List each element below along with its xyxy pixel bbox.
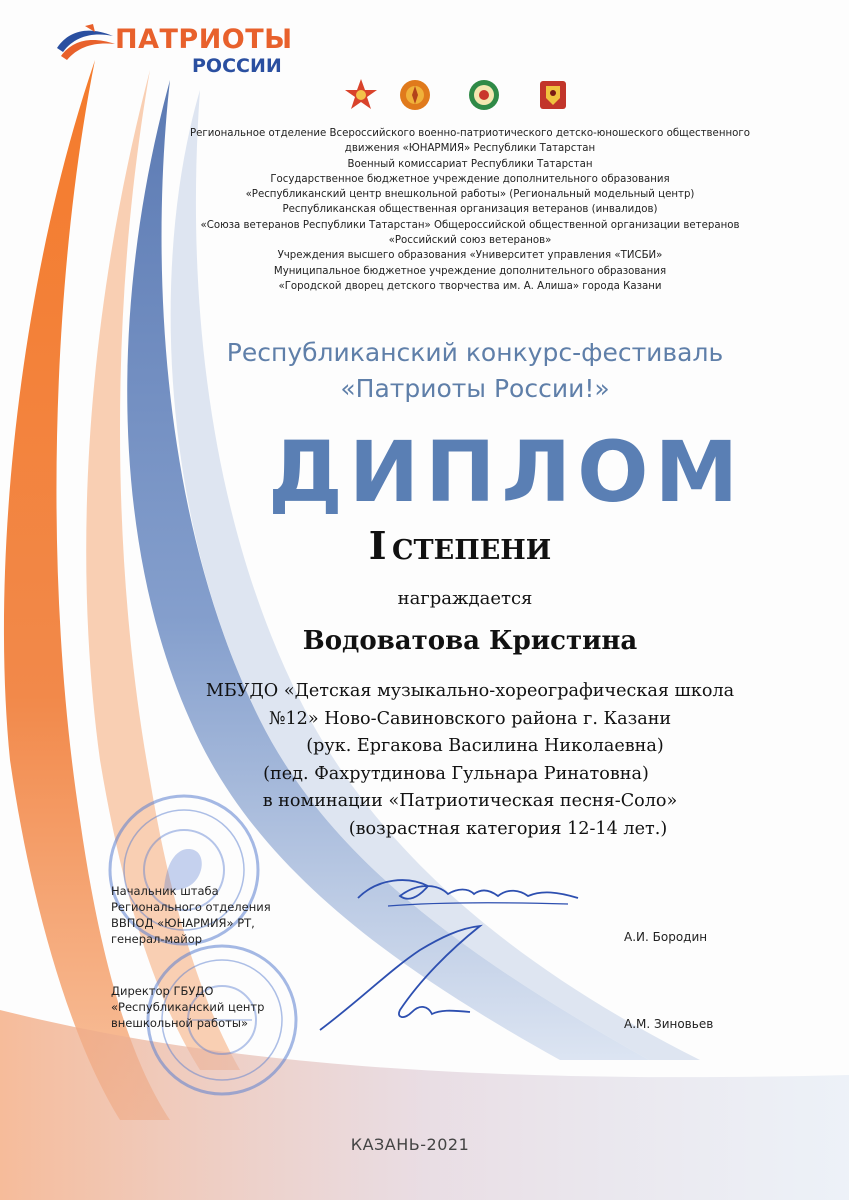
star-emblem-icon <box>344 78 378 112</box>
contest-title-line1: Республиканский конкурс-фестиваль <box>226 338 724 367</box>
logo-title: ПАТРИОТЫ <box>115 24 293 55</box>
emblems-row <box>344 78 574 116</box>
organizer-line: «Городской дворец детского творчества им. А. Алиша» города Казани <box>278 280 662 292</box>
position-line: Регионального отделения <box>111 900 271 914</box>
position-line: Начальник штаба <box>111 884 219 898</box>
degree-heading <box>300 523 620 568</box>
detail-line: в номинации «Патриотическая песня-Соло» <box>262 791 678 811</box>
position-line: ВВПОД «ЮНАРМИЯ» РТ, <box>111 916 255 930</box>
organizer-line: Республиканская общественная организация ветеранов (инвалидов) <box>282 204 658 216</box>
logo-subtitle: РОССИИ <box>192 55 282 77</box>
commissariat-emblem-icon <box>536 78 570 112</box>
city-year: КАЗАНЬ-2021 <box>350 1135 470 1154</box>
position-line: генерал-майор <box>111 932 203 946</box>
signatory-2-position <box>111 983 264 1031</box>
organizer-line: «Союза ветеранов Республики Татарстан» Общероссийской общественной организации ветеранов <box>200 219 740 231</box>
organizer-line: «Республиканский центр внешкольной работы» (Региональный модельный центр) <box>245 189 695 201</box>
signatory-2-name: А.М. Зиновьев <box>624 1017 714 1031</box>
signature-1 <box>348 868 588 918</box>
position-line: Директор ГБУДО <box>111 984 214 998</box>
detail-line: (пед. Фахрутдинова Гульнара Ринатовна) <box>263 763 649 784</box>
organizer-line: «Российский союз ветеранов» <box>388 235 552 247</box>
organizer-line: Учреждения высшего образования «Университет управления «ТИСБИ» <box>277 250 663 262</box>
award-details <box>180 678 760 843</box>
organizers-list <box>150 126 790 294</box>
organizer-line: Муниципальное бюджетное учреждение дополнительного образования <box>273 265 667 277</box>
organizer-line: движения «ЮНАРМИЯ» Республики Татарстан <box>344 143 596 155</box>
detail-line: МБУДО «Детская музыкально-хореографическая школа <box>205 681 735 701</box>
degree-number: I <box>368 523 387 568</box>
organizer-line: Военный комиссариат Республики Татарстан <box>347 158 593 170</box>
detail-line: (рук. Ергакова Василина Николаевна) <box>306 736 664 756</box>
wave-icon <box>55 22 117 62</box>
position-line: внешкольной работы» <box>111 1016 248 1030</box>
degree-word: СТЕПЕНИ <box>392 535 552 566</box>
tatarstan-emblem-icon <box>467 78 501 112</box>
detail-line: №12» Ново-Савиновского района г. Казани <box>268 708 672 729</box>
recipient-name: Водоватова Кристина <box>302 626 638 656</box>
contest-title-line2: «Патриоты России!» <box>340 374 610 403</box>
signatory-1-name: А.И. Бородин <box>624 930 708 944</box>
organizer-line: Региональное отделение Всероссийского военно-патриотического детско-юношеского общественного <box>190 128 750 139</box>
coat-of-arms-icon <box>398 78 432 112</box>
awarded-text: награждается <box>397 588 533 609</box>
signatory-1-position <box>111 883 271 947</box>
organizer-line: Государственное бюджетное учреждение дополнительного образования <box>270 173 670 185</box>
patriots-logo <box>55 22 295 84</box>
position-line: «Республиканский центр <box>111 1000 265 1014</box>
detail-line: (возрастная категория 12-14 лет.) <box>348 818 668 839</box>
diploma-heading: ДИПЛОМ <box>268 423 745 521</box>
contest-title <box>110 335 840 407</box>
signature-2 <box>300 920 520 1040</box>
